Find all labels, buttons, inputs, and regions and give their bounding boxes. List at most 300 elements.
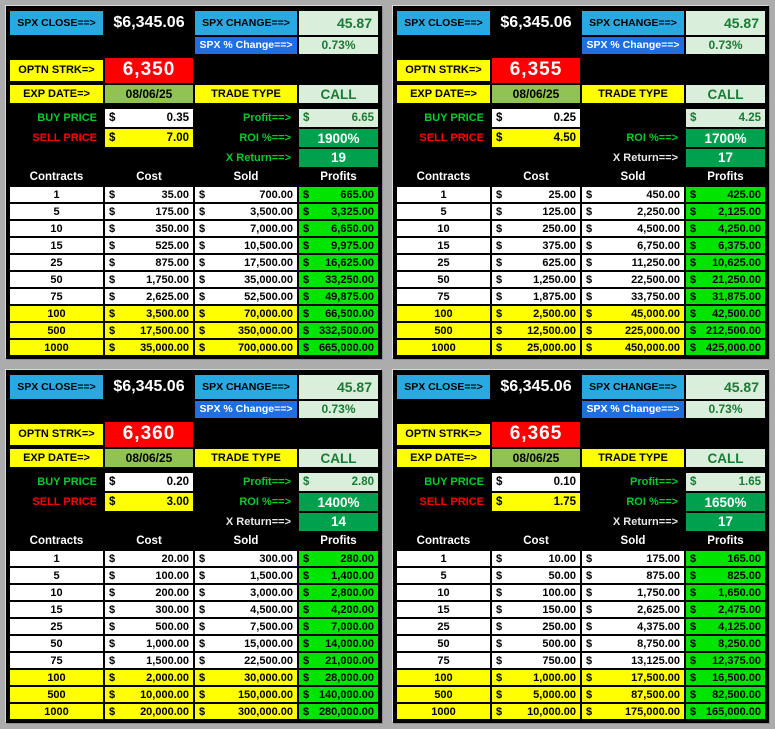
sold-value: 52,500.00: [244, 290, 293, 303]
profits-cell: [686, 704, 765, 719]
cost-cell: [105, 340, 193, 355]
profit-value: 2.80: [351, 476, 374, 489]
dollar-sign: $: [303, 476, 310, 489]
table-row: [397, 306, 765, 321]
dollar-sign: $: [496, 603, 503, 616]
strike-value[interactable]: 6,365: [492, 422, 580, 448]
dollar-sign: $: [109, 132, 116, 145]
exp-date-label: EXP DATE=>: [397, 449, 490, 467]
contracts-cell: 500: [397, 323, 490, 338]
dollar-sign: $: [109, 239, 116, 252]
sold-cell: [582, 653, 684, 668]
contracts-column-header: Contracts: [397, 533, 490, 549]
spx-close-row: [10, 11, 378, 35]
table-header-row: [10, 169, 378, 185]
contracts-cell: 25: [397, 619, 490, 634]
cost-value: 175.00: [155, 205, 189, 218]
table-row: [10, 306, 378, 321]
dollar-sign: $: [496, 112, 503, 125]
sell-price-field[interactable]: [105, 129, 193, 147]
buy-price-field[interactable]: [105, 109, 193, 127]
table-row: [397, 187, 765, 202]
profits-cell: [686, 272, 765, 287]
contracts-cell: 50: [10, 636, 103, 651]
cost-value: 500.00: [155, 620, 189, 633]
x-return-value: 14: [299, 513, 378, 531]
sold-value: 875.00: [646, 569, 680, 582]
cost-value: 1,250.00: [533, 273, 576, 286]
contracts-cell: 100: [397, 306, 490, 321]
profit-value: 4.25: [738, 112, 761, 125]
cost-cell: [492, 704, 580, 719]
dollar-sign: $: [109, 112, 116, 125]
buy-price-field[interactable]: [492, 109, 580, 127]
sold-cell: [195, 187, 297, 202]
cost-value: 200.00: [155, 586, 189, 599]
spx-change-value: 45.87: [299, 11, 378, 35]
sold-value: 10,500.00: [244, 239, 293, 252]
dollar-sign: $: [303, 239, 310, 252]
profits-cell: [299, 238, 378, 253]
dollar-sign: $: [303, 688, 310, 701]
contracts-cell: 100: [10, 306, 103, 321]
profits-value: 31,875.00: [712, 290, 761, 303]
dollar-sign: $: [586, 205, 593, 218]
sold-cell: [195, 670, 297, 685]
cost-value: 625.00: [542, 256, 576, 269]
cost-value: 525.00: [155, 239, 189, 252]
exp-date-value[interactable]: 08/06/25: [492, 85, 580, 103]
cost-cell: [105, 568, 193, 583]
roi-label: ROI %==>: [626, 132, 678, 145]
dollar-sign: $: [496, 586, 503, 599]
x-return-label: X Return==>: [225, 515, 291, 528]
dollar-sign: $: [109, 705, 116, 718]
dollar-sign: $: [303, 603, 310, 616]
dollar-sign: $: [199, 671, 206, 684]
dollar-sign: $: [586, 705, 593, 718]
cost-column-header: Cost: [492, 169, 580, 185]
cost-value: 100.00: [542, 586, 576, 599]
dollar-sign: $: [303, 112, 310, 125]
table-row: [397, 687, 765, 702]
profit-field: [686, 473, 765, 491]
table-row: [10, 687, 378, 702]
cost-value: 350.00: [155, 222, 189, 235]
contracts-table-rows: [10, 187, 378, 355]
sold-cell: [582, 568, 684, 583]
roi-label: ROI %==>: [239, 496, 291, 509]
cost-cell: [492, 204, 580, 219]
sold-column-header: Sold: [195, 169, 297, 185]
sold-value: 350,000.00: [237, 324, 293, 337]
dollar-sign: $: [690, 620, 697, 633]
exp-date-value[interactable]: 08/06/25: [492, 449, 580, 467]
profits-cell: [686, 551, 765, 566]
dollar-sign: $: [496, 222, 503, 235]
dollar-sign: $: [303, 671, 310, 684]
dollar-sign: $: [586, 654, 593, 667]
dollar-sign: $: [496, 654, 503, 667]
sold-value: 2,625.00: [637, 603, 680, 616]
table-header-row: [397, 169, 765, 185]
buy-price-field[interactable]: [492, 473, 580, 491]
profits-cell: [686, 340, 765, 355]
exp-date-value[interactable]: 08/06/25: [105, 449, 193, 467]
table-row: [10, 653, 378, 668]
profit-field: [299, 109, 378, 127]
dollar-sign: $: [199, 654, 206, 667]
x-return-label: X Return==>: [612, 151, 678, 164]
cost-value: 250.00: [542, 222, 576, 235]
buy-price-value: 0.10: [553, 476, 576, 489]
spx-pct-change-label: SPX % Change==>: [195, 401, 297, 418]
sold-value: 6,750.00: [637, 239, 680, 252]
dollar-sign: $: [303, 324, 310, 337]
sold-cell: [195, 255, 297, 270]
trade-type-label: TRADE TYPE: [195, 85, 297, 103]
spx-change-label: SPX CHANGE==>: [195, 375, 297, 399]
sold-value: 4,375.00: [637, 620, 680, 633]
table-row: [10, 619, 378, 634]
contracts-column-header: Contracts: [10, 533, 103, 549]
dollar-sign: $: [586, 307, 593, 320]
dollar-sign: $: [586, 569, 593, 582]
contracts-cell: 1000: [397, 704, 490, 719]
dollar-sign: $: [496, 341, 503, 354]
trade-type-label: TRADE TYPE: [582, 449, 684, 467]
sold-value: 225,000.00: [624, 324, 680, 337]
sold-value: 175,000.00: [624, 705, 680, 718]
option-panel: [6, 6, 382, 359]
cost-cell: [105, 204, 193, 219]
profits-value: 6,650.00: [331, 222, 374, 235]
dollar-sign: $: [586, 256, 593, 269]
trade-type-value[interactable]: CALL: [299, 449, 378, 467]
profits-cell: [686, 204, 765, 219]
roi-label: ROI %==>: [626, 496, 678, 509]
cost-cell: [105, 306, 193, 321]
cost-value: 17,500.00: [140, 324, 189, 337]
sold-value: 13,125.00: [631, 654, 680, 667]
profits-cell: [686, 670, 765, 685]
sold-cell: [195, 585, 297, 600]
sold-cell: [582, 187, 684, 202]
cost-value: 2,000.00: [146, 671, 189, 684]
sold-cell: [195, 340, 297, 355]
profits-value: 2,125.00: [718, 205, 761, 218]
table-row: [10, 568, 378, 583]
contracts-cell: 5: [397, 204, 490, 219]
sold-cell: [582, 204, 684, 219]
dollar-sign: $: [109, 569, 116, 582]
dollar-sign: $: [109, 205, 116, 218]
dollar-sign: $: [303, 188, 310, 201]
profits-cell: [686, 653, 765, 668]
cost-cell: [105, 323, 193, 338]
dollar-sign: $: [496, 132, 503, 145]
profits-cell: [686, 636, 765, 651]
dollar-sign: $: [586, 552, 593, 565]
profits-value: 14,000.00: [325, 637, 374, 650]
roi-value: 1900%: [299, 129, 378, 147]
optn-strk-label: OPTN STRK=>: [10, 60, 103, 81]
sold-column-header: Sold: [195, 533, 297, 549]
profit-label: Profit==>: [243, 112, 291, 125]
sold-value: 7,500.00: [250, 620, 293, 633]
sell-price-label: SELL PRICE: [419, 132, 484, 145]
dollar-sign: $: [586, 273, 593, 286]
trade-type-value[interactable]: CALL: [299, 85, 378, 103]
cost-cell: [492, 585, 580, 600]
dollar-sign: $: [199, 256, 206, 269]
option-panel: [393, 370, 769, 723]
dollar-sign: $: [690, 637, 697, 650]
dollar-sign: $: [690, 188, 697, 201]
dollar-sign: $: [303, 273, 310, 286]
profits-cell: [299, 670, 378, 685]
contracts-cell: 500: [10, 687, 103, 702]
trade-type-value[interactable]: CALL: [686, 85, 765, 103]
profits-value: 4,125.00: [718, 620, 761, 633]
contracts-cell: 15: [397, 238, 490, 253]
profits-value: 165,000.00: [705, 705, 761, 718]
spx-close-row: [397, 11, 765, 35]
cost-value: 100.00: [155, 569, 189, 582]
dollar-sign: $: [586, 290, 593, 303]
table-row: [10, 289, 378, 304]
profits-value: 6,375.00: [718, 239, 761, 252]
profits-cell: [299, 653, 378, 668]
spx-pct-change-value: 0.73%: [686, 37, 765, 54]
profits-cell: [299, 221, 378, 236]
dollar-sign: $: [690, 654, 697, 667]
sell-price-label: SELL PRICE: [32, 132, 97, 145]
profits-value: 10,625.00: [712, 256, 761, 269]
sell-price-label: SELL PRICE: [32, 496, 97, 509]
sold-value: 4,500.00: [250, 603, 293, 616]
profits-value: 66,500.00: [325, 307, 374, 320]
spx-change-value: 45.87: [299, 375, 378, 399]
contracts-cell: 500: [397, 687, 490, 702]
profit-label: Profit==>: [630, 476, 678, 489]
spx-pct-change-label: SPX % Change==>: [582, 37, 684, 54]
optn-strk-label: OPTN STRK=>: [397, 60, 490, 81]
cost-value: 35.00: [161, 188, 189, 201]
profits-value: 33,250.00: [325, 273, 374, 286]
table-row: [397, 602, 765, 617]
table-row: [10, 204, 378, 219]
sold-cell: [195, 272, 297, 287]
strike-value[interactable]: 6,360: [105, 422, 193, 448]
spx-pct-row: [397, 37, 765, 54]
sold-cell: [195, 289, 297, 304]
sold-value: 11,250.00: [631, 256, 680, 269]
dollar-sign: $: [199, 205, 206, 218]
dollar-sign: $: [586, 222, 593, 235]
profit-value: 6.65: [351, 112, 374, 125]
buy-price-value: 0.25: [553, 112, 576, 125]
table-row: [397, 221, 765, 236]
cost-column-header: Cost: [105, 533, 193, 549]
cost-value: 250.00: [542, 620, 576, 633]
profits-cell: [686, 602, 765, 617]
buy-price-row: [397, 109, 765, 127]
dollar-sign: $: [109, 671, 116, 684]
cost-cell: [492, 306, 580, 321]
cost-value: 2,625.00: [146, 290, 189, 303]
sold-value: 8,750.00: [637, 637, 680, 650]
option-panel: [6, 370, 382, 723]
cost-cell: [105, 272, 193, 287]
x-return-value: 19: [299, 149, 378, 167]
dollar-sign: $: [109, 341, 116, 354]
dollar-sign: $: [199, 239, 206, 252]
table-row: [10, 551, 378, 566]
spx-pct-change-value: 0.73%: [686, 401, 765, 418]
cost-cell: [492, 221, 580, 236]
sold-value: 2,250.00: [637, 205, 680, 218]
sold-cell: [582, 340, 684, 355]
dollar-sign: $: [586, 341, 593, 354]
cost-cell: [492, 653, 580, 668]
dollar-sign: $: [109, 273, 116, 286]
profits-cell: [299, 289, 378, 304]
sell-price-row: [397, 493, 765, 511]
dollar-sign: $: [109, 256, 116, 269]
sold-value: 3,500.00: [250, 205, 293, 218]
profits-value: 1,400.00: [331, 569, 374, 582]
dollar-sign: $: [496, 552, 503, 565]
dollar-sign: $: [586, 671, 593, 684]
dollar-sign: $: [690, 671, 697, 684]
exp-date-value[interactable]: 08/06/25: [105, 85, 193, 103]
spx-pct-change-label: SPX % Change==>: [195, 37, 297, 54]
profits-value: 212,500.00: [705, 324, 761, 337]
dollar-sign: $: [199, 273, 206, 286]
exp-date-row: [397, 85, 765, 103]
strike-row: [397, 58, 765, 84]
dollar-sign: $: [109, 307, 116, 320]
cost-value: 10,000.00: [140, 688, 189, 701]
cost-value: 1,875.00: [533, 290, 576, 303]
dollar-sign: $: [690, 688, 697, 701]
contracts-cell: 100: [10, 670, 103, 685]
buy-price-field[interactable]: [105, 473, 193, 491]
profits-cell: [299, 619, 378, 634]
sold-cell: [582, 619, 684, 634]
dollar-sign: $: [199, 222, 206, 235]
dollar-sign: $: [496, 637, 503, 650]
cost-cell: [492, 687, 580, 702]
cost-value: 500.00: [542, 637, 576, 650]
dollar-sign: $: [303, 290, 310, 303]
cost-cell: [105, 704, 193, 719]
cost-value: 1,000.00: [533, 671, 576, 684]
sell-price-value: 1.75: [553, 496, 576, 509]
cost-value: 12,500.00: [527, 324, 576, 337]
spx-close-label: SPX CLOSE==>: [397, 375, 490, 399]
profits-value: 825.00: [727, 569, 761, 582]
sold-value: 33,750.00: [631, 290, 680, 303]
dollar-sign: $: [690, 256, 697, 269]
dollar-sign: $: [496, 324, 503, 337]
sell-price-row: [10, 129, 378, 147]
dollar-sign: $: [303, 256, 310, 269]
spx-close-row: [10, 375, 378, 399]
sell-price-field[interactable]: [492, 129, 580, 147]
buy-price-row: [397, 473, 765, 491]
contracts-cell: 5: [10, 204, 103, 219]
profits-value: 9,975.00: [331, 239, 374, 252]
dollar-sign: $: [199, 688, 206, 701]
sell-price-value: 7.00: [166, 132, 189, 145]
sold-column-header: Sold: [582, 169, 684, 185]
dollar-sign: $: [586, 603, 593, 616]
dollar-sign: $: [496, 688, 503, 701]
sold-value: 30,000.00: [244, 671, 293, 684]
profits-column-header: Profits: [299, 169, 378, 185]
cost-cell: [105, 238, 193, 253]
sold-value: 70,000.00: [244, 307, 293, 320]
cost-cell: [492, 340, 580, 355]
contracts-cell: 1: [397, 187, 490, 202]
sold-value: 7,000.00: [250, 222, 293, 235]
sold-value: 700.00: [259, 188, 293, 201]
profits-value: 8,250.00: [718, 637, 761, 650]
spx-close-label: SPX CLOSE==>: [397, 11, 490, 35]
table-row: [397, 704, 765, 719]
dollar-sign: $: [586, 188, 593, 201]
contracts-column-header: Contracts: [10, 169, 103, 185]
contracts-cell: 500: [10, 323, 103, 338]
sold-value: 45,000.00: [631, 307, 680, 320]
contracts-cell: 15: [10, 238, 103, 253]
spx-close-value: $6,345.06: [105, 11, 193, 35]
table-row: [10, 585, 378, 600]
dollar-sign: $: [109, 188, 116, 201]
buy-price-value: 0.35: [166, 112, 189, 125]
strike-value[interactable]: 6,355: [492, 58, 580, 84]
sell-price-value: 4.50: [553, 132, 576, 145]
strike-value[interactable]: 6,350: [105, 58, 193, 84]
dollar-sign: $: [690, 603, 697, 616]
profits-cell: [299, 704, 378, 719]
profits-cell: [299, 551, 378, 566]
contracts-cell: 5: [10, 568, 103, 583]
x-return-value: 17: [686, 149, 765, 167]
sell-price-field[interactable]: [105, 493, 193, 511]
spx-pct-change-label: SPX % Change==>: [582, 401, 684, 418]
sell-price-field[interactable]: [492, 493, 580, 511]
profits-column-header: Profits: [686, 169, 765, 185]
dollar-sign: $: [586, 324, 593, 337]
x-return-label: X Return==>: [612, 515, 678, 528]
table-row: [397, 551, 765, 566]
contracts-cell: 10: [397, 585, 490, 600]
trade-type-value[interactable]: CALL: [686, 449, 765, 467]
strike-row: [10, 422, 378, 448]
spx-pct-row: [10, 401, 378, 418]
sell-price-label: SELL PRICE: [419, 496, 484, 509]
buy-price-label: BUY PRICE: [37, 112, 97, 125]
profit-value: 1.65: [738, 476, 761, 489]
dollar-sign: $: [496, 620, 503, 633]
dollar-sign: $: [109, 637, 116, 650]
dollar-sign: $: [690, 569, 697, 582]
spx-change-value: 45.87: [686, 375, 765, 399]
table-row: [397, 340, 765, 355]
